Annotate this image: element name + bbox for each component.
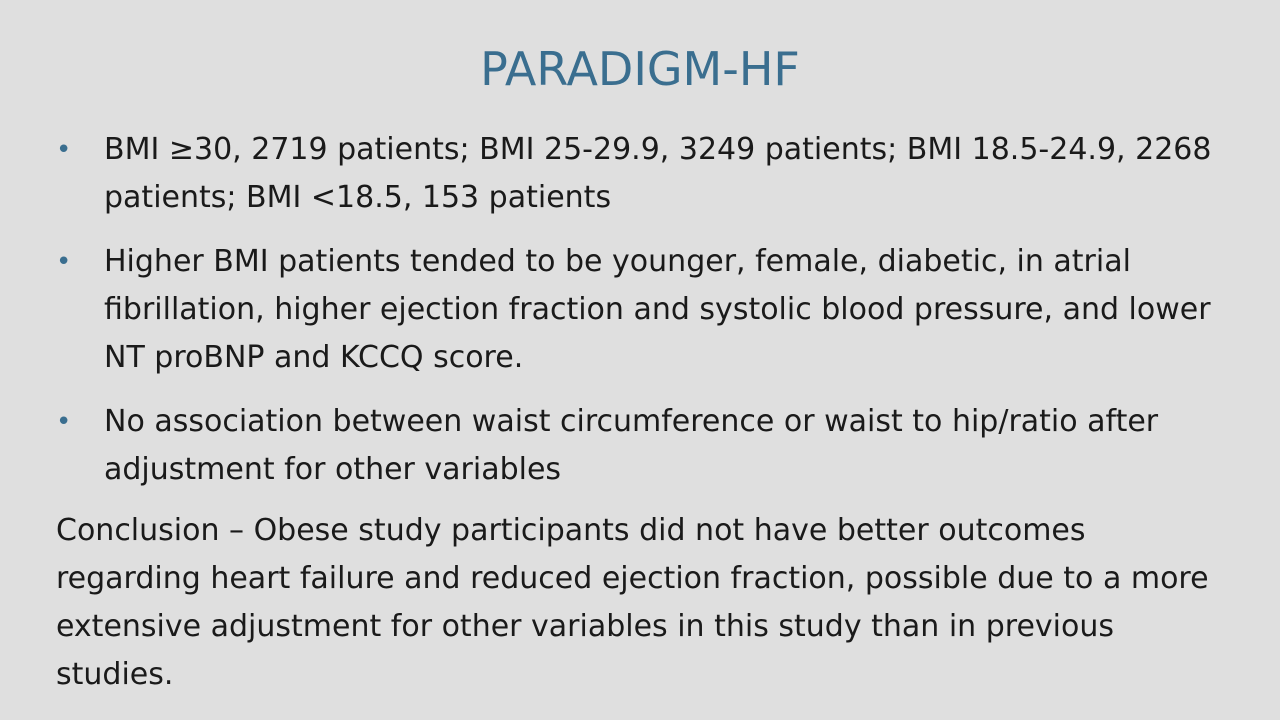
- bullet-marker-icon: •: [56, 135, 72, 165]
- bullet-item: [56, 398, 1226, 494]
- bullet-marker-icon: •: [56, 407, 72, 437]
- bullet-marker-icon: •: [56, 247, 72, 277]
- conclusion-text: Conclusion – Obese study participants did not have better outcomes regarding heart failure and reduced ejection fraction, possible due to a more extensive adjustment for other variables in this study than in previous studies.: [56, 513, 1209, 692]
- bullet-item: [56, 238, 1226, 382]
- bullet-item: [56, 126, 1226, 222]
- bullet-list: [56, 126, 1226, 510]
- bullet-text: BMI ≥30, 2719 patients; BMI 25-29.9, 3249 patients; BMI 18.5-24.9, 2268 patients; BMI <18.5, 153 patients: [104, 132, 1212, 215]
- bullet-text: Higher BMI patients tended to be younger, female, diabetic, in atrial fibrillation, higher ejection fraction and systolic blood pressure, and lower NT proBNP and KCCQ score.: [104, 244, 1211, 375]
- bullet-text: No association between waist circumference or waist to hip/ratio after adjustment for other variables: [104, 404, 1159, 487]
- slide-title: PARADIGM-HF: [480, 42, 800, 96]
